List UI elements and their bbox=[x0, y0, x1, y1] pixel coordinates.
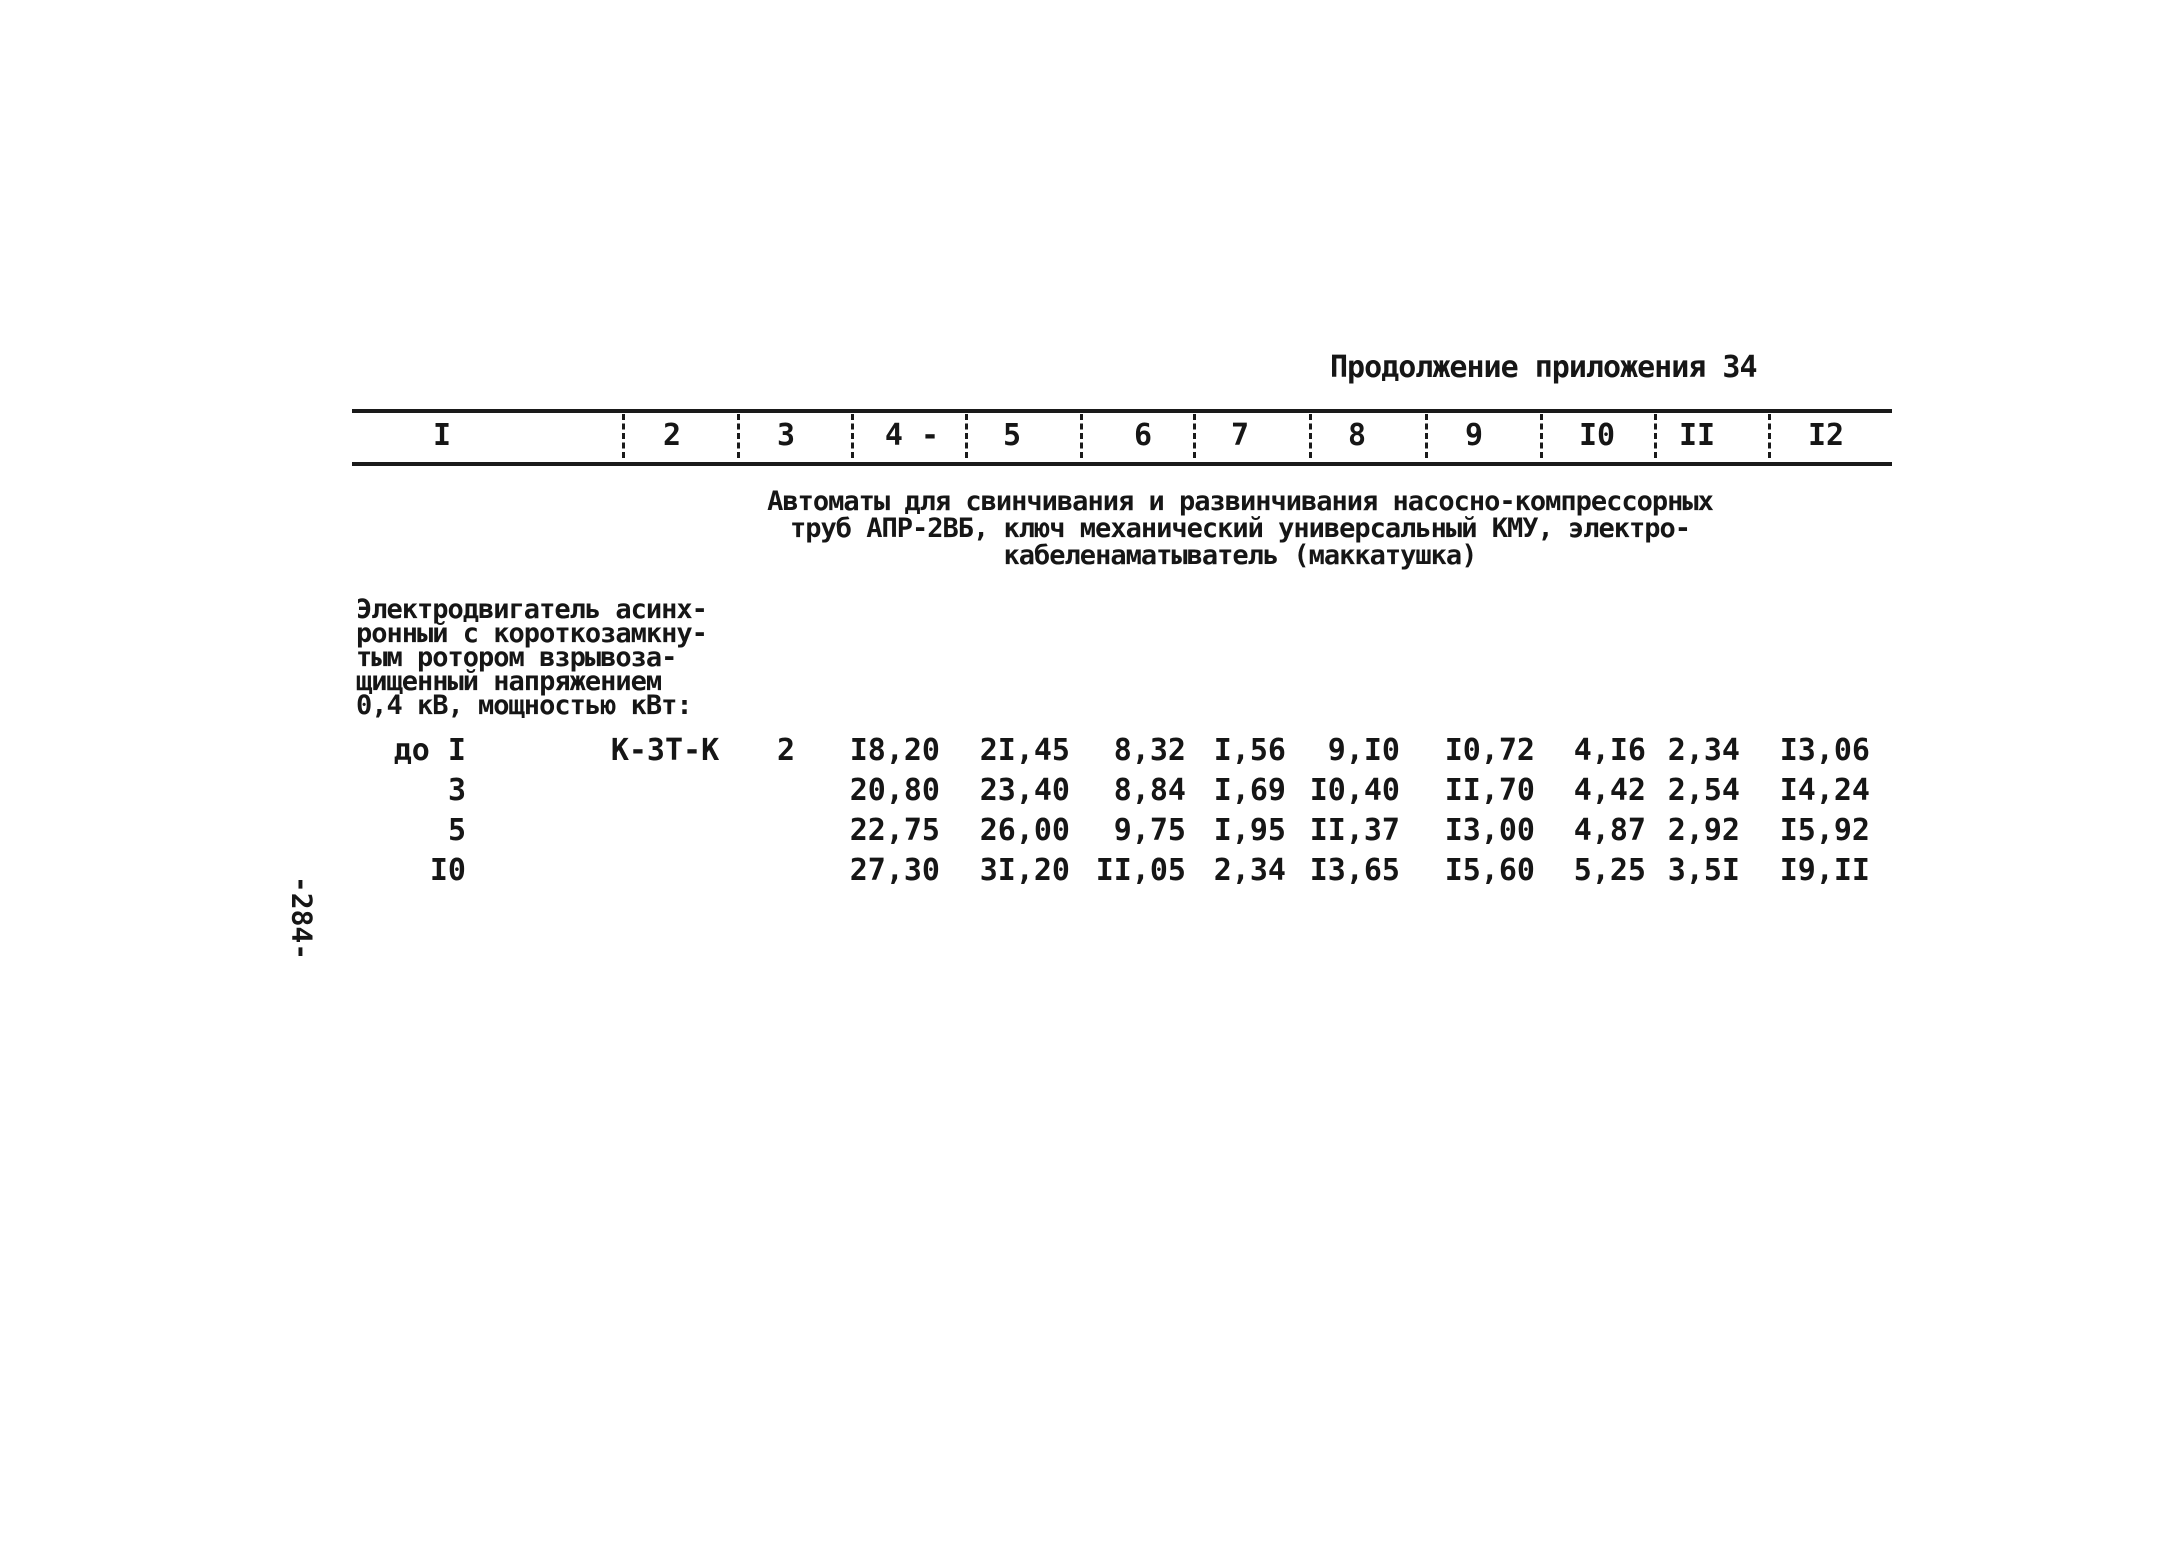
subtitle-line: труб АПР-2ВБ, ключ механический универсальный КМУ, электро- bbox=[789, 513, 1691, 544]
value-cell: 8,84 bbox=[1113, 773, 1186, 808]
column-number-3: 3 bbox=[776, 418, 796, 453]
column-separator bbox=[1768, 414, 1771, 458]
column-number-1: I bbox=[432, 418, 452, 453]
value-cell: II,05 bbox=[1095, 853, 1186, 888]
power-cell: до I bbox=[393, 733, 466, 768]
column-number-12: I2 bbox=[1807, 418, 1845, 453]
value-cell: 20,80 bbox=[849, 773, 940, 808]
value-cell: I,56 bbox=[1213, 733, 1286, 768]
page-number: -284- bbox=[285, 875, 319, 961]
value-cell: 9,I0 bbox=[1327, 733, 1400, 768]
column-separator bbox=[737, 414, 740, 458]
continuation-heading: Продолжение приложения 34 bbox=[1330, 350, 1757, 385]
value-cell: I3,65 bbox=[1309, 853, 1400, 888]
column-number-6: 6 bbox=[1133, 418, 1153, 453]
column-number-9: 9 bbox=[1464, 418, 1484, 453]
value-cell: 4,42 bbox=[1573, 773, 1646, 808]
equipment-description bbox=[356, 594, 736, 721]
value-cell: I,95 bbox=[1213, 813, 1286, 848]
value-cell: I0,40 bbox=[1309, 773, 1400, 808]
column-separator bbox=[1080, 414, 1083, 458]
value-cell: II,70 bbox=[1444, 773, 1535, 808]
value-cell: 5,25 bbox=[1573, 853, 1646, 888]
value-cell: 23,40 bbox=[979, 773, 1070, 808]
value-cell: 9,75 bbox=[1113, 813, 1186, 848]
column-separator bbox=[1540, 414, 1543, 458]
value-cell: I3,06 bbox=[1779, 733, 1870, 768]
section-subtitle bbox=[730, 488, 1750, 569]
value-cell: 2,54 bbox=[1667, 773, 1740, 808]
column-separator bbox=[851, 414, 854, 458]
code-cell: К-ЗТ-К bbox=[610, 733, 720, 768]
column-separator bbox=[622, 414, 625, 458]
value-cell: I5,92 bbox=[1779, 813, 1870, 848]
value-cell: 2,34 bbox=[1667, 733, 1740, 768]
description-line: Электродвигатель асинх- bbox=[356, 594, 707, 625]
column-number-8: 8 bbox=[1347, 418, 1367, 453]
value-cell: 2I,45 bbox=[979, 733, 1070, 768]
table-header-top-rule bbox=[352, 409, 1892, 413]
column-separator bbox=[1309, 414, 1312, 458]
value-cell: I8,20 bbox=[849, 733, 940, 768]
value-cell: 22,75 bbox=[849, 813, 940, 848]
column-number-7: 7 bbox=[1230, 418, 1250, 453]
value-cell: 3I,20 bbox=[979, 853, 1070, 888]
power-cell: 5 bbox=[447, 813, 466, 848]
value-cell: 4,87 bbox=[1573, 813, 1646, 848]
subtitle-line: Автоматы для свинчивания и развинчивания насосно-компрессорных bbox=[767, 486, 1713, 517]
column-number-11: II bbox=[1678, 418, 1716, 453]
value-cell: 3,5I bbox=[1667, 853, 1740, 888]
subtitle-line: кабеленаматыватель (маккатушка) bbox=[1003, 540, 1477, 571]
value-cell: I,69 bbox=[1213, 773, 1286, 808]
qty-cell: 2 bbox=[776, 733, 796, 768]
column-number-5: 5 bbox=[1002, 418, 1022, 453]
value-cell: I3,00 bbox=[1444, 813, 1535, 848]
column-separator bbox=[1654, 414, 1657, 458]
description-line: ронный с короткозамкну- bbox=[356, 618, 707, 649]
value-cell: I5,60 bbox=[1444, 853, 1535, 888]
value-cell: 27,30 bbox=[849, 853, 940, 888]
description-line: 0,4 кВ, мощностью кВт: bbox=[356, 690, 692, 721]
column-separator bbox=[965, 414, 968, 458]
value-cell: I9,II bbox=[1779, 853, 1870, 888]
power-cell: I0 bbox=[429, 853, 466, 888]
column-number-10: I0 bbox=[1578, 418, 1616, 453]
value-cell: II,37 bbox=[1309, 813, 1400, 848]
value-cell: 26,00 bbox=[979, 813, 1070, 848]
value-cell: 4,I6 bbox=[1573, 733, 1646, 768]
value-cell: 8,32 bbox=[1113, 733, 1186, 768]
column-number-2: 2 bbox=[662, 418, 682, 453]
description-line: тым ротором взрывоза- bbox=[356, 642, 677, 673]
column-separator bbox=[1425, 414, 1428, 458]
value-cell: I4,24 bbox=[1779, 773, 1870, 808]
value-cell: 2,92 bbox=[1667, 813, 1740, 848]
power-cell: 3 bbox=[447, 773, 466, 808]
value-cell: 2,34 bbox=[1213, 853, 1286, 888]
column-separator bbox=[1193, 414, 1196, 458]
table-header-bottom-rule bbox=[352, 462, 1892, 466]
description-line: щищенный напряжением bbox=[356, 666, 662, 697]
value-cell: I0,72 bbox=[1444, 733, 1535, 768]
column-number-4: 4 - bbox=[884, 418, 940, 453]
